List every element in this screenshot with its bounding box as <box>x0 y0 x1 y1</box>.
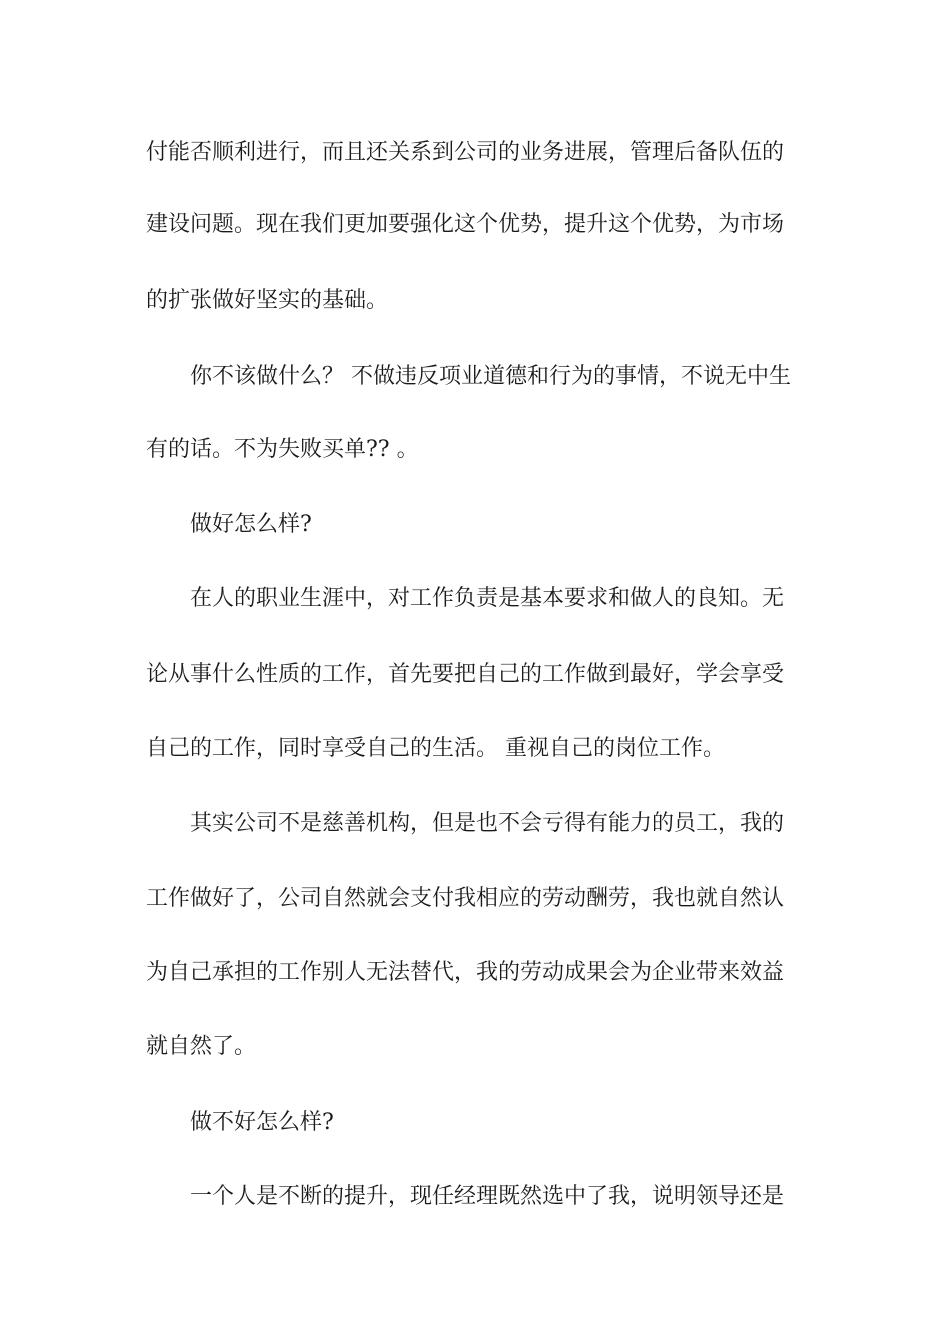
text-line: 付能否顺利进行，而且还关系到公司的业务进展，管理后备队伍的 <box>146 140 785 165</box>
text-line: 工作做好了，公司自然就会支付我相应的劳动酬劳，我也就自然认 <box>146 886 785 911</box>
text-line: 你不该做什么？ 不做违反项业道德和行为的事情，不说无中生 <box>190 364 791 389</box>
text-line: 有的话。不为失败买单?? 。 <box>146 437 419 462</box>
section-heading: 做不好怎么样? <box>190 1110 334 1135</box>
text-line: 就自然了。 <box>146 1034 257 1059</box>
text-line: 的扩张做好坚实的基础。 <box>146 288 389 313</box>
text-line: 在人的职业生涯中，对工作负责是基本要求和做人的良知。无 <box>190 586 785 611</box>
text-line: 一个人是不断的提升，现任经理既然选中了我，说明领导还是 <box>190 1184 785 1209</box>
text-line: 自己的工作，同时享受自己的生活。 重视自己的岗位工作。 <box>146 736 725 761</box>
section-heading: 做好怎么样? <box>190 512 312 537</box>
text-line: 建设问题。现在我们更加要强化这个优势，提升这个优势，为市场 <box>146 212 785 237</box>
text-line: 论从事什么性质的工作，首先要把自己的工作做到最好，学会享受 <box>146 662 785 687</box>
text-line: 其实公司不是慈善机构，但是也不会亏得有能力的员工，我的 <box>190 811 785 836</box>
text-line: 为自己承担的工作别人无法替代，我的劳动成果会为企业带来效益 <box>146 960 785 985</box>
